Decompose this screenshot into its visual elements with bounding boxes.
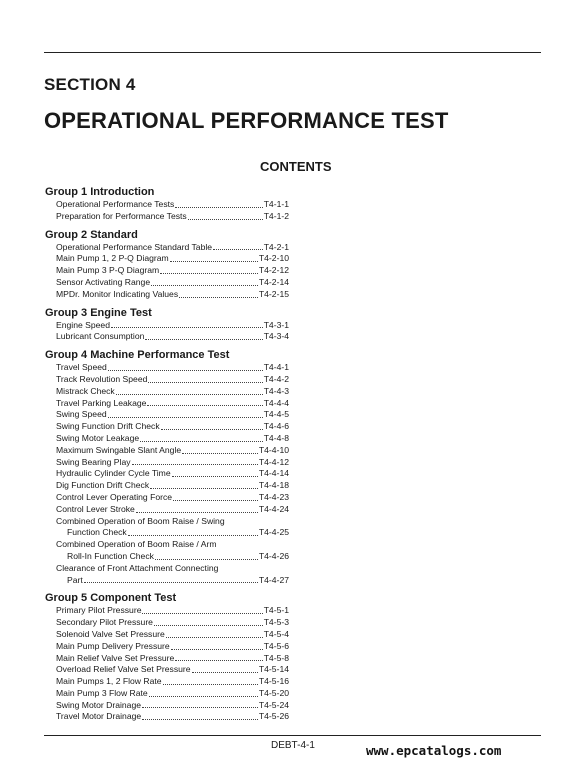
dot-leader [154,625,263,626]
toc-group [45,348,289,586]
entry-page: T4-5-20 [258,687,289,698]
entry-page: T4-4-12 [258,456,289,467]
entry-page: T4-2-1 [263,241,289,252]
entry-page: T4-2-15 [258,288,289,299]
group-title: Group 2 Standard [45,228,138,241]
dot-leader [170,261,258,262]
table-of-contents [45,185,289,724]
toc-entry[interactable] [45,253,289,265]
entry-label: Travel Motor Drainage [56,711,142,722]
entry-label: Combined Operation of Boom Raise / Arm [56,539,217,550]
toc-entry[interactable] [45,629,289,641]
toc-entry[interactable] [45,700,289,712]
toc-entry[interactable] [45,409,289,421]
entry-page: T4-1-2 [263,210,289,221]
entry-label: Overload Relief Valve Set Pressure [56,664,191,675]
dot-leader [155,559,258,560]
dot-leader [147,405,262,406]
toc-entry[interactable] [45,605,289,617]
dot-leader [171,649,263,650]
toc-entry[interactable] [45,433,289,445]
toc-group [45,306,289,344]
entry-label: Maximum Swingable Slant Angle [56,444,182,455]
toc-entry[interactable] [45,641,289,653]
page-code: DEBT-4-1 [271,740,315,751]
toc-entry[interactable] [45,362,289,374]
entry-label: Solenoid Valve Set Pressure [56,628,165,639]
entry-page: T4-5-26 [258,711,289,722]
dot-leader [192,672,258,673]
entry-page: T4-5-8 [263,652,289,663]
entry-label: Swing Bearing Play [56,456,131,467]
entry-page: T4-4-27 [258,574,289,585]
entry-page: T4-4-3 [263,385,289,396]
dot-leader [132,464,258,465]
dot-leader [151,285,258,286]
bottom-rule [44,735,541,736]
group-title: Group 1 Introduction [45,186,155,198]
entry-label-continuation: Function Check [67,527,127,538]
entry-label: Lubricant Consumption [56,331,145,342]
toc-entry[interactable] [45,676,289,688]
entry-label: Swing Function Drift Check [56,421,160,432]
dot-leader [188,219,263,220]
entry-label: Track Revolution Speed [56,373,148,384]
entry-label: Control Lever Stroke [56,503,135,514]
entry-label: Control Lever Operating Force [56,491,173,502]
toc-entry[interactable] [45,688,289,700]
toc-entry[interactable] [45,421,289,433]
entry-label-continuation: Part [67,574,83,585]
toc-entry[interactable] [45,711,289,723]
toc-group [45,185,289,223]
entry-label: Swing Motor Drainage [56,699,142,710]
dot-leader [166,637,263,638]
entry-page: T4-4-1 [263,362,289,373]
entry-label: Travel Speed [56,362,107,373]
dot-leader [149,696,258,697]
toc-entry-continuation[interactable] [45,551,289,563]
top-rule [44,52,541,53]
dot-leader [163,684,258,685]
toc-entry[interactable] [45,468,289,480]
toc-entry[interactable] [45,331,289,343]
entry-label: Main Pump 3 P-Q Diagram [56,265,160,276]
entry-page: T4-1-1 [263,199,289,209]
entry-page: T4-5-3 [263,617,289,628]
entry-page: T4-4-8 [263,432,289,443]
entry-page: T4-4-14 [258,468,289,479]
group-title: Group 5 Component Test [45,592,177,605]
toc-entry[interactable] [45,539,289,551]
entry-page: T4-5-1 [263,605,289,616]
toc-entry[interactable] [45,211,289,223]
page-title: OPERATIONAL PERFORMANCE TEST [44,108,449,133]
toc-entry[interactable] [45,492,289,504]
group-title: Group 3 Engine Test [45,306,152,319]
entry-label: Dig Function Drift Check [56,480,150,491]
dot-leader [179,297,258,298]
section-label: SECTION 4 [44,75,136,94]
dot-leader [111,327,263,328]
entry-label: Hydraulic Cylinder Cycle Time [56,468,171,479]
entry-label: Preparation for Performance Tests [56,210,187,221]
toc-entry[interactable] [45,504,289,516]
toc-entry[interactable] [45,563,289,575]
entry-page: T4-4-2 [263,373,289,384]
entry-page: T4-5-4 [263,628,289,639]
entry-label: MPDr. Monitor Indicating Values [56,288,179,299]
dot-leader [142,707,258,708]
dot-leader [108,370,263,371]
dot-leader [161,429,263,430]
toc-group [45,591,289,723]
dot-leader [172,476,258,477]
dot-leader [175,660,262,661]
toc-entry[interactable] [45,242,289,254]
entry-page: T4-4-5 [263,409,289,420]
entry-page: T4-4-6 [263,421,289,432]
toc-entry-continuation[interactable] [45,527,289,539]
dot-leader [213,249,263,250]
entry-page: T4-4-26 [258,550,289,561]
toc-entry[interactable] [45,265,289,277]
entry-label: Main Pump 3 Flow Rate [56,687,148,698]
entry-label: Combined Operation of Boom Raise / Swing [56,515,225,526]
entry-label: Main Relief Valve Set Pressure [56,652,175,663]
entry-label: Secondary Pilot Pressure [56,617,153,628]
entry-label: Main Pumps 1, 2 Flow Rate [56,676,162,687]
entry-page: T4-4-4 [263,397,289,408]
toc-entry[interactable] [45,617,289,629]
dot-leader [148,382,262,383]
entry-label: Sensor Activating Range [56,276,151,287]
dot-leader [136,512,258,513]
toc-entry[interactable] [45,277,289,289]
entry-page: T4-3-4 [263,331,289,342]
entry-page: T4-2-10 [258,253,289,264]
toc-entry[interactable] [45,374,289,386]
entry-label: Swing Speed [56,409,107,420]
group-title: Group 4 Machine Performance Test [45,349,230,362]
entry-page: T4-2-14 [258,276,289,287]
dot-leader [160,273,258,274]
entry-page: T4-2-12 [258,265,289,276]
entry-label: Operational Performance Tests [56,199,175,209]
toc-entry[interactable] [45,386,289,398]
toc-entry[interactable] [45,653,289,665]
entry-label: Mistrack Check [56,385,115,396]
toc-entry[interactable] [45,289,289,301]
entry-label: Main Pump Delivery Pressure [56,640,170,651]
entry-page: T4-4-10 [258,444,289,455]
entry-page: T4-5-24 [258,699,289,710]
dot-leader [182,453,258,454]
contents-heading: CONTENTS [260,159,332,174]
dot-leader [150,488,258,489]
entry-label: Clearance of Front Attachment Connecting [56,562,219,573]
toc-entry[interactable] [45,457,289,469]
toc-entry[interactable] [45,320,289,332]
entry-page: T4-4-18 [258,480,289,491]
toc-entry[interactable] [45,664,289,676]
dot-leader [116,394,263,395]
entry-label: Operational Performance Standard Table [56,241,213,252]
entry-label: Engine Speed [56,319,110,330]
dot-leader [128,535,258,536]
toc-entry[interactable] [45,445,289,457]
entry-page: T4-4-25 [258,527,289,538]
dot-leader [175,207,262,208]
entry-page: T4-4-24 [258,503,289,514]
dot-leader [142,613,262,614]
dot-leader [140,441,263,442]
entry-label: Travel Parking Leakage [56,397,147,408]
entry-label: Main Pump 1, 2 P-Q Diagram [56,253,169,264]
entry-page: T4-5-14 [258,664,289,675]
entry-page: T4-3-1 [263,319,289,330]
entry-label: Primary Pilot Pressure [56,605,142,616]
dot-leader [142,719,258,720]
toc-entry-continuation[interactable] [45,575,289,587]
entry-label-continuation: Roll-In Function Check [67,550,154,561]
entry-page: T4-4-23 [258,491,289,502]
dot-leader [84,582,258,583]
toc-entry[interactable] [45,480,289,492]
dot-leader [108,417,263,418]
watermark: www.epcatalogs.com [366,743,502,758]
toc-group [45,228,289,301]
dot-leader [173,500,258,501]
entry-page: T4-5-16 [258,676,289,687]
dot-leader [145,339,262,340]
entry-page: T4-5-6 [263,640,289,651]
toc-entry[interactable] [45,516,289,528]
toc-entry[interactable] [45,398,289,410]
toc-entry[interactable] [45,199,289,211]
entry-label: Swing Motor Leakage [56,432,140,443]
